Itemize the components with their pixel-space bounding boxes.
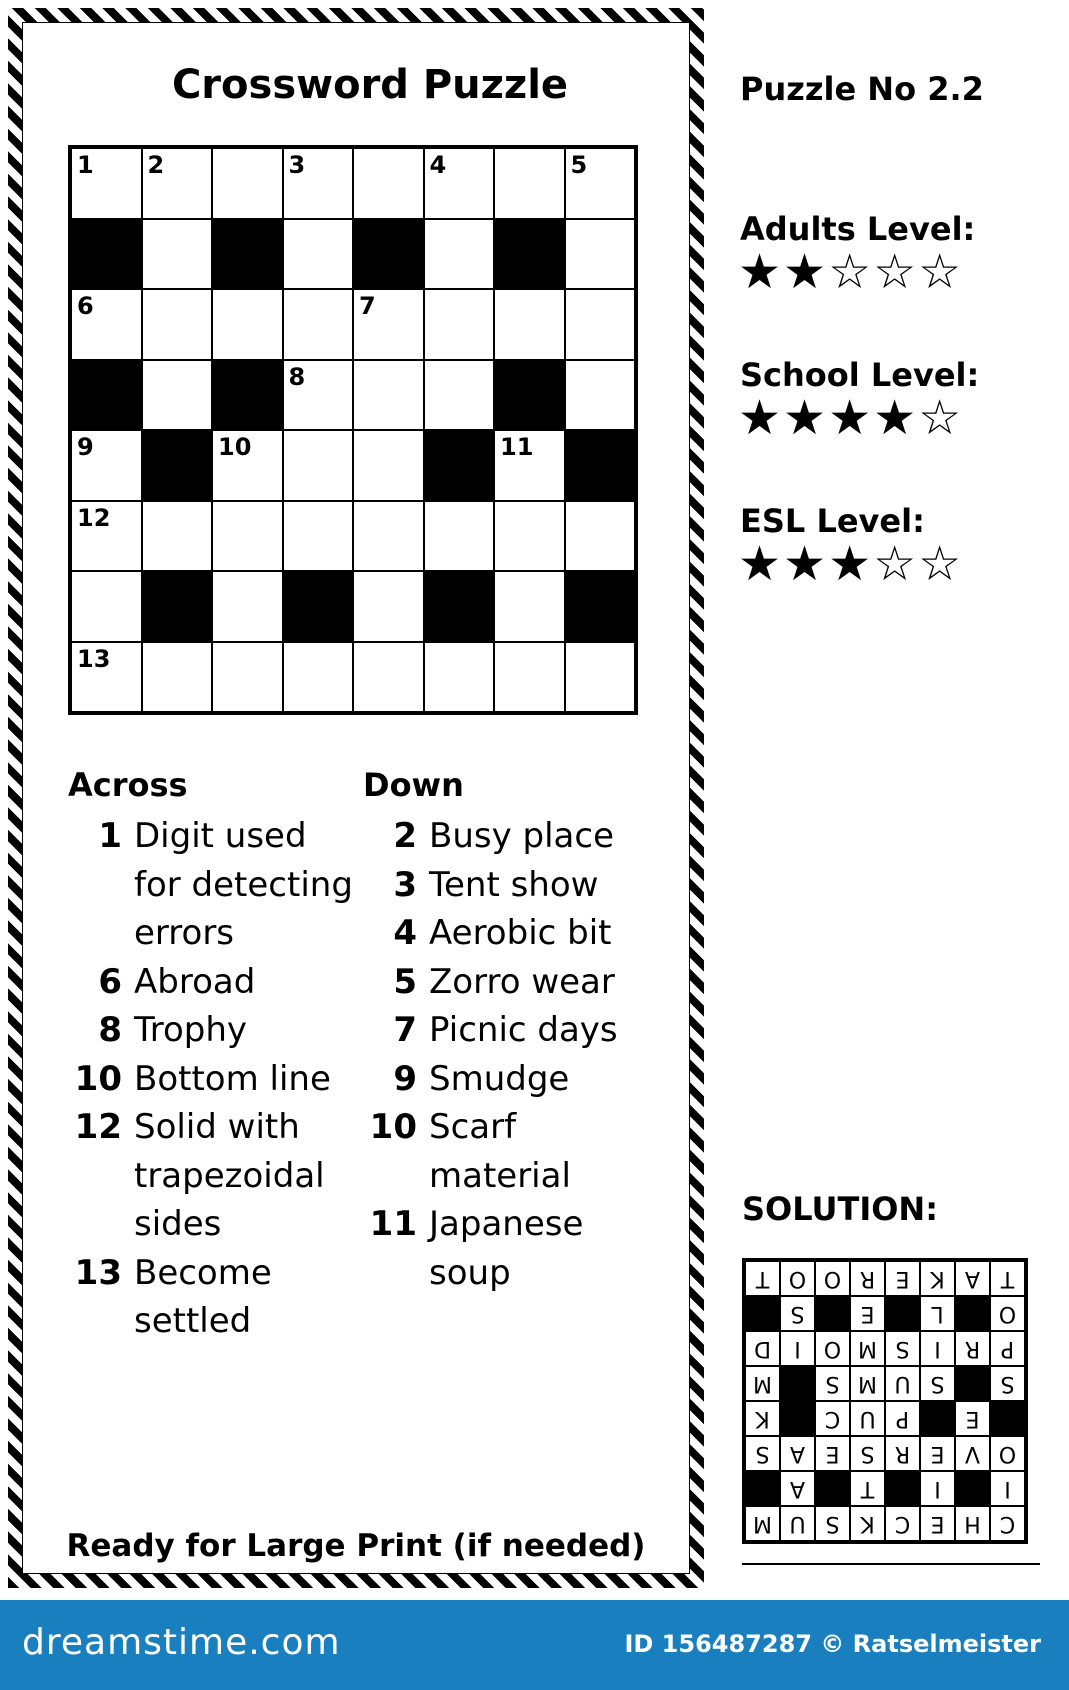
grid-cell-black — [71, 219, 142, 290]
down-heading: Down — [363, 766, 464, 804]
grid-cell-black — [565, 571, 636, 642]
grid-cell[interactable] — [353, 642, 424, 713]
solution-cell: O — [990, 1436, 1025, 1471]
grid-cell[interactable] — [424, 501, 495, 572]
solution-cell-black — [815, 1471, 850, 1506]
grid-cell-black — [212, 360, 283, 431]
clue-number: 13 — [77, 644, 111, 673]
solution-cell: P — [990, 1331, 1025, 1366]
solution-cell: T — [850, 1471, 885, 1506]
across-clue-line — [68, 1055, 358, 1104]
grid-cell[interactable] — [353, 430, 424, 501]
grid-cell-black — [494, 360, 565, 431]
star-filled-icon: ★ — [738, 390, 784, 446]
grid-cell[interactable] — [71, 430, 142, 501]
grid-cell[interactable] — [565, 289, 636, 360]
large-print-note: Ready for Large Print (if needed) — [66, 1528, 646, 1564]
solution-cell: I — [920, 1331, 955, 1366]
solution-cell: E — [920, 1506, 955, 1541]
grid-cell[interactable] — [142, 219, 213, 290]
grid-cell[interactable] — [212, 430, 283, 501]
solution-cell: R — [850, 1261, 885, 1296]
solution-cell: M — [850, 1331, 885, 1366]
grid-cell[interactable] — [353, 289, 424, 360]
clue-number: 3 — [288, 151, 306, 179]
grid-cell-black — [424, 571, 495, 642]
clue-number: 12 — [77, 503, 111, 532]
down-clue-line — [363, 958, 663, 1007]
solution-cell-black — [815, 1296, 850, 1331]
grid-cell[interactable] — [283, 642, 354, 713]
solution-cell: C — [815, 1401, 850, 1436]
solution-cell: I — [780, 1331, 815, 1366]
clue-text: Tent show — [429, 864, 599, 905]
adults-level-stars — [738, 244, 964, 300]
clue-number: 5 — [570, 151, 588, 179]
clue-number: 10 — [218, 433, 252, 461]
solution-cell: U — [850, 1401, 885, 1436]
clue-text: Scarf — [429, 1107, 517, 1147]
clue-text: Abroad — [134, 961, 256, 1002]
down-clue-line — [363, 1006, 663, 1055]
solution-cell: E — [885, 1261, 920, 1296]
solution-cell: A — [780, 1471, 815, 1506]
solution-cell: O — [815, 1331, 850, 1366]
puzzle-number: Puzzle No 2.2 — [740, 70, 984, 108]
clue-number: 1 — [77, 151, 94, 179]
solution-cell: S — [920, 1366, 955, 1401]
grid-cell[interactable] — [494, 642, 565, 713]
star-empty-icon: ☆ — [828, 244, 874, 300]
grid-cell-black — [71, 360, 142, 431]
solution-cell: T — [990, 1261, 1025, 1296]
grid-cell[interactable] — [71, 501, 142, 572]
star-filled-icon: ★ — [738, 536, 784, 592]
solution-cell-black — [885, 1296, 920, 1331]
school-level-label: School Level: — [740, 356, 980, 394]
crossword-grid — [68, 145, 638, 715]
star-empty-icon: ☆ — [918, 536, 964, 592]
solution-cell: S — [745, 1436, 780, 1471]
down-clue-line — [363, 861, 663, 910]
grid-cell-black — [424, 430, 495, 501]
solution-cell: E — [955, 1401, 990, 1436]
grid-cell[interactable] — [424, 219, 495, 290]
grid-cell[interactable] — [565, 360, 636, 431]
solution-cell-black — [780, 1401, 815, 1436]
solution-cell: O — [990, 1296, 1025, 1331]
clue-num: 10 — [369, 1107, 417, 1147]
clue-num: 4 — [393, 913, 417, 953]
clue-num — [68, 861, 122, 910]
grid-cell[interactable] — [353, 148, 424, 219]
across-clue-line — [68, 1200, 358, 1249]
watermark-bar — [0, 1600, 1069, 1690]
star-filled-icon: ★ — [738, 244, 784, 300]
grid-cell[interactable] — [212, 571, 283, 642]
grid-cell[interactable] — [283, 430, 354, 501]
solution-cell: R — [955, 1331, 990, 1366]
down-clue-line — [363, 1249, 663, 1298]
solution-grid — [742, 1258, 1028, 1544]
across-clue-line — [68, 1006, 358, 1055]
solution-cell: M — [745, 1506, 780, 1541]
solution-cell: D — [745, 1331, 780, 1366]
clue-num — [68, 1200, 122, 1249]
grid-cell[interactable] — [494, 571, 565, 642]
grid-cell[interactable] — [71, 148, 142, 219]
down-clue-line — [363, 1055, 663, 1104]
grid-cell[interactable] — [494, 148, 565, 219]
across-clue-line — [68, 958, 358, 1007]
down-clue-line — [363, 1152, 663, 1201]
star-filled-icon: ★ — [828, 536, 874, 592]
clue-num: 5 — [393, 961, 417, 1002]
solution-cell: E — [850, 1296, 885, 1331]
solution-cell: O — [815, 1261, 850, 1296]
across-clue-line — [68, 812, 358, 861]
clue-num: 8 — [98, 1010, 122, 1050]
clue-text: settled — [134, 1301, 252, 1341]
solution-cell: K — [745, 1401, 780, 1436]
grid-cell[interactable] — [142, 360, 213, 431]
solution-cell: E — [920, 1436, 955, 1471]
solution-cell-black — [745, 1296, 780, 1331]
solution-cell-black — [780, 1366, 815, 1401]
solution-cell: S — [815, 1366, 850, 1401]
clue-text: Zorro wear — [429, 961, 615, 1002]
star-filled-icon: ★ — [873, 390, 919, 446]
solution-cell: R — [885, 1436, 920, 1471]
solution-cell: U — [885, 1366, 920, 1401]
grid-cell[interactable] — [71, 642, 142, 713]
solution-cell: U — [780, 1506, 815, 1541]
clue-number: 11 — [500, 433, 534, 461]
clue-number: 4 — [429, 151, 447, 179]
clue-text: Digit used — [134, 816, 307, 856]
clue-number: 2 — [147, 151, 165, 179]
solution-cell-black — [920, 1401, 955, 1436]
solution-cell: A — [780, 1436, 815, 1471]
clue-text: material — [429, 1155, 571, 1196]
grid-cell-black — [142, 430, 213, 501]
solution-cell-black — [745, 1471, 780, 1506]
star-empty-icon: ☆ — [918, 244, 964, 300]
clue-text: Solid with — [134, 1107, 300, 1147]
down-clue-line — [363, 812, 663, 861]
clue-text: trapezoidal — [134, 1155, 325, 1196]
grid-cell[interactable] — [71, 289, 142, 360]
grid-cell[interactable] — [353, 360, 424, 431]
esl-level-label: ESL Level: — [740, 502, 925, 540]
image-credit: ID 156487287 © Ratselmeister — [624, 1630, 1041, 1658]
grid-cell[interactable] — [424, 360, 495, 431]
clue-num: 1 — [98, 816, 122, 856]
clue-num: 12 — [74, 1107, 122, 1147]
clue-num: 2 — [393, 816, 417, 856]
across-clue-line — [68, 1103, 358, 1152]
solution-cell: C — [885, 1506, 920, 1541]
clue-num — [68, 1152, 122, 1201]
grid-cell[interactable] — [283, 148, 354, 219]
solution-cell-black — [990, 1401, 1025, 1436]
star-empty-icon: ☆ — [873, 536, 919, 592]
esl-level-stars — [738, 536, 964, 592]
clue-num — [68, 1297, 122, 1346]
down-clue-line — [363, 909, 663, 958]
solution-cell: S — [815, 1506, 850, 1541]
clue-number: 8 — [288, 362, 306, 391]
grid-cell[interactable] — [494, 501, 565, 572]
grid-cell[interactable] — [565, 501, 636, 572]
grid-cell-black — [353, 219, 424, 290]
solution-cell: L — [920, 1296, 955, 1331]
across-clue-line — [68, 1249, 358, 1298]
grid-cell[interactable] — [71, 571, 142, 642]
page-title: Crossword Puzzle — [171, 62, 569, 108]
grid-cell[interactable] — [283, 501, 354, 572]
solution-cell: H — [955, 1506, 990, 1541]
solution-cell-black — [955, 1296, 990, 1331]
solution-cell-black — [885, 1471, 920, 1506]
across-clue-line — [68, 1152, 358, 1201]
clue-num: 6 — [98, 961, 122, 1002]
solution-divider — [742, 1563, 1040, 1565]
across-heading: Across — [68, 766, 188, 804]
clue-text: errors — [134, 913, 235, 953]
clue-num — [363, 1152, 417, 1201]
clue-text: Bottom line — [134, 1058, 331, 1099]
grid-cell[interactable] — [353, 571, 424, 642]
across-clues — [68, 812, 358, 1346]
grid-cell[interactable] — [142, 501, 213, 572]
clue-text: Become — [134, 1252, 272, 1293]
solution-cell: S — [780, 1296, 815, 1331]
grid-cell[interactable] — [142, 289, 213, 360]
star-filled-icon: ★ — [828, 390, 874, 446]
grid-cell[interactable] — [565, 148, 636, 219]
grid-cell[interactable] — [212, 289, 283, 360]
solution-cell: S — [850, 1436, 885, 1471]
grid-cell[interactable] — [424, 289, 495, 360]
solution-label: SOLUTION: — [742, 1190, 938, 1228]
across-clue-line — [68, 909, 358, 958]
clue-number: 7 — [359, 292, 376, 320]
grid-cell[interactable] — [142, 642, 213, 713]
star-filled-icon: ★ — [783, 390, 829, 446]
solution-cell: K — [850, 1506, 885, 1541]
star-empty-icon: ☆ — [918, 390, 964, 446]
solution-cell: I — [920, 1471, 955, 1506]
solution-cell: P — [885, 1401, 920, 1436]
solution-cell: A — [955, 1261, 990, 1296]
solution-cell: S — [885, 1331, 920, 1366]
solution-cell: V — [955, 1436, 990, 1471]
clue-num: 3 — [393, 864, 417, 905]
grid-cell[interactable] — [565, 219, 636, 290]
grid-cell[interactable] — [142, 148, 213, 219]
clue-text: sides — [134, 1204, 222, 1244]
grid-cell-black — [212, 219, 283, 290]
grid-cell[interactable] — [424, 148, 495, 219]
clue-num: 11 — [369, 1204, 417, 1244]
clue-num — [363, 1249, 417, 1298]
across-clue-line — [68, 861, 358, 910]
clue-text: Japanese — [429, 1204, 584, 1244]
clue-text: for detecting — [134, 864, 353, 905]
across-clue-line — [68, 1297, 358, 1346]
grid-cell[interactable] — [424, 642, 495, 713]
clue-text: Smudge — [429, 1058, 570, 1099]
solution-cell: T — [745, 1261, 780, 1296]
grid-cell[interactable] — [565, 642, 636, 713]
school-level-stars — [738, 390, 964, 446]
clue-text: Picnic days — [429, 1010, 618, 1050]
grid-cell[interactable] — [494, 430, 565, 501]
clue-num — [68, 909, 122, 958]
solution-cell: I — [990, 1471, 1025, 1506]
grid-cell[interactable] — [212, 501, 283, 572]
solution-cell-black — [955, 1366, 990, 1401]
clue-num: 10 — [74, 1058, 122, 1099]
grid-cell[interactable] — [283, 219, 354, 290]
grid-cell[interactable] — [283, 289, 354, 360]
clue-number: 9 — [77, 433, 94, 461]
grid-cell[interactable] — [283, 360, 354, 431]
brand-logo: dreamstime.com — [22, 1622, 341, 1663]
grid-cell[interactable] — [212, 642, 283, 713]
solution-cell: K — [920, 1261, 955, 1296]
solution-cell-black — [955, 1471, 990, 1506]
clue-text: Busy place — [429, 816, 614, 856]
clue-text: Aerobic bit — [429, 913, 612, 953]
star-filled-icon: ★ — [783, 244, 829, 300]
clue-num: 7 — [393, 1010, 417, 1050]
adults-level-label: Adults Level: — [740, 210, 976, 248]
grid-cell-black — [494, 219, 565, 290]
solution-cell: S — [990, 1366, 1025, 1401]
solution-cell: C — [990, 1506, 1025, 1541]
star-empty-icon: ☆ — [873, 244, 919, 300]
grid-cell-black — [565, 430, 636, 501]
down-clue-line — [363, 1103, 663, 1152]
clue-text: Trophy — [134, 1010, 248, 1050]
clue-number: 6 — [77, 292, 94, 320]
star-filled-icon: ★ — [783, 536, 829, 592]
solution-cell: O — [780, 1261, 815, 1296]
solution-cell: E — [815, 1436, 850, 1471]
solution-cell: M — [745, 1366, 780, 1401]
grid-cell[interactable] — [353, 501, 424, 572]
clue-text: soup — [429, 1252, 511, 1293]
clue-num: 9 — [393, 1058, 417, 1099]
grid-cell[interactable] — [494, 289, 565, 360]
down-clue-line — [363, 1200, 663, 1249]
solution-cell: M — [850, 1366, 885, 1401]
grid-cell[interactable] — [212, 148, 283, 219]
clue-num: 13 — [74, 1252, 122, 1293]
grid-cell-black — [142, 571, 213, 642]
grid-cell-black — [283, 571, 354, 642]
down-clues — [363, 812, 663, 1297]
